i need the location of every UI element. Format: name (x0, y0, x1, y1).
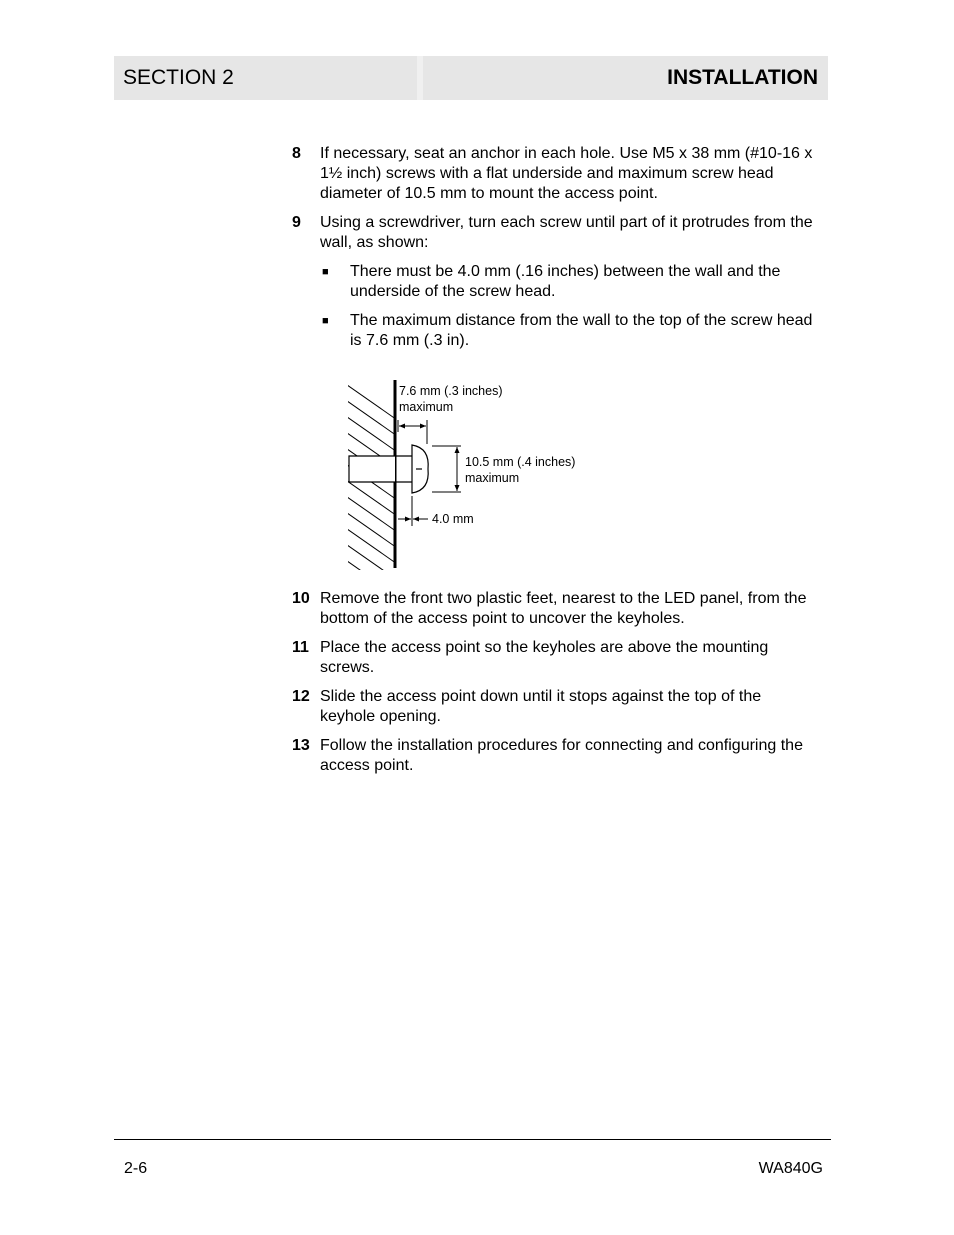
step-text: Remove the front two plastic feet, nearest to the LED panel, from the bottom of the access point to uncover the keyholes. (320, 590, 807, 627)
label-gap: 4.0 mm (432, 512, 474, 526)
label-head-diameter: 10.5 mm (.4 inches) (465, 455, 576, 469)
page-number: 2-6 (124, 1160, 148, 1177)
step-text: Place the access point so the keyholes are above the mounting screws. (320, 639, 769, 676)
step-8 (292, 144, 832, 204)
footer-divider (114, 1139, 831, 1140)
bullet-item (320, 311, 832, 351)
step-number: 10 (292, 590, 310, 607)
step-number: 11 (292, 639, 309, 656)
step-text: Using a screwdriver, turn each screw until part of it protrudes from the wall, as shown: (320, 214, 813, 251)
screw-diagram (340, 372, 620, 572)
label-head-diameter-qualifier: maximum (465, 471, 520, 485)
bullet-item (320, 262, 832, 302)
step-number: 8 (292, 145, 301, 162)
step-9 (292, 213, 832, 253)
step-11 (292, 638, 832, 678)
page-header (114, 56, 828, 100)
step-text: Slide the access point down until it stops against the top of the keyhole opening. (320, 688, 762, 725)
steps-list-bottom (292, 589, 832, 785)
step-text: Follow the installation procedures for connecting and configuring the access point. (320, 737, 803, 774)
step-13 (292, 736, 832, 776)
step-number: 13 (292, 737, 310, 754)
section-label: SECTION 2 (123, 66, 234, 89)
step-number: 9 (292, 214, 301, 231)
screw-shank (349, 456, 395, 482)
step-number: 12 (292, 688, 310, 705)
bullet-list (320, 262, 832, 351)
section-title: INSTALLATION (667, 66, 818, 89)
bullet-text: There must be 4.0 mm (.16 inches) between the wall and the underside of the screw head. (350, 263, 781, 300)
steps-list-top (292, 144, 832, 360)
step-12 (292, 687, 832, 727)
bullet-square-icon: ■ (322, 315, 329, 327)
bullet-text: The maximum distance from the wall to the top of the screw head is 7.6 mm (.3 in). (350, 312, 813, 349)
step-text: If necessary, seat an anchor in each hole. Use M5 x 38 mm (#10-16 x 1½ inch) screws with a flat underside and maximum screw head diameter of 10.5 mm to mount the access point. (320, 145, 813, 202)
step-10 (292, 589, 832, 629)
label-max-distance-qualifier: maximum (399, 400, 454, 414)
model-name: WA840G (758, 1160, 823, 1177)
label-max-distance: 7.6 mm (.3 inches) (399, 384, 503, 398)
bullet-square-icon: ■ (322, 266, 329, 278)
